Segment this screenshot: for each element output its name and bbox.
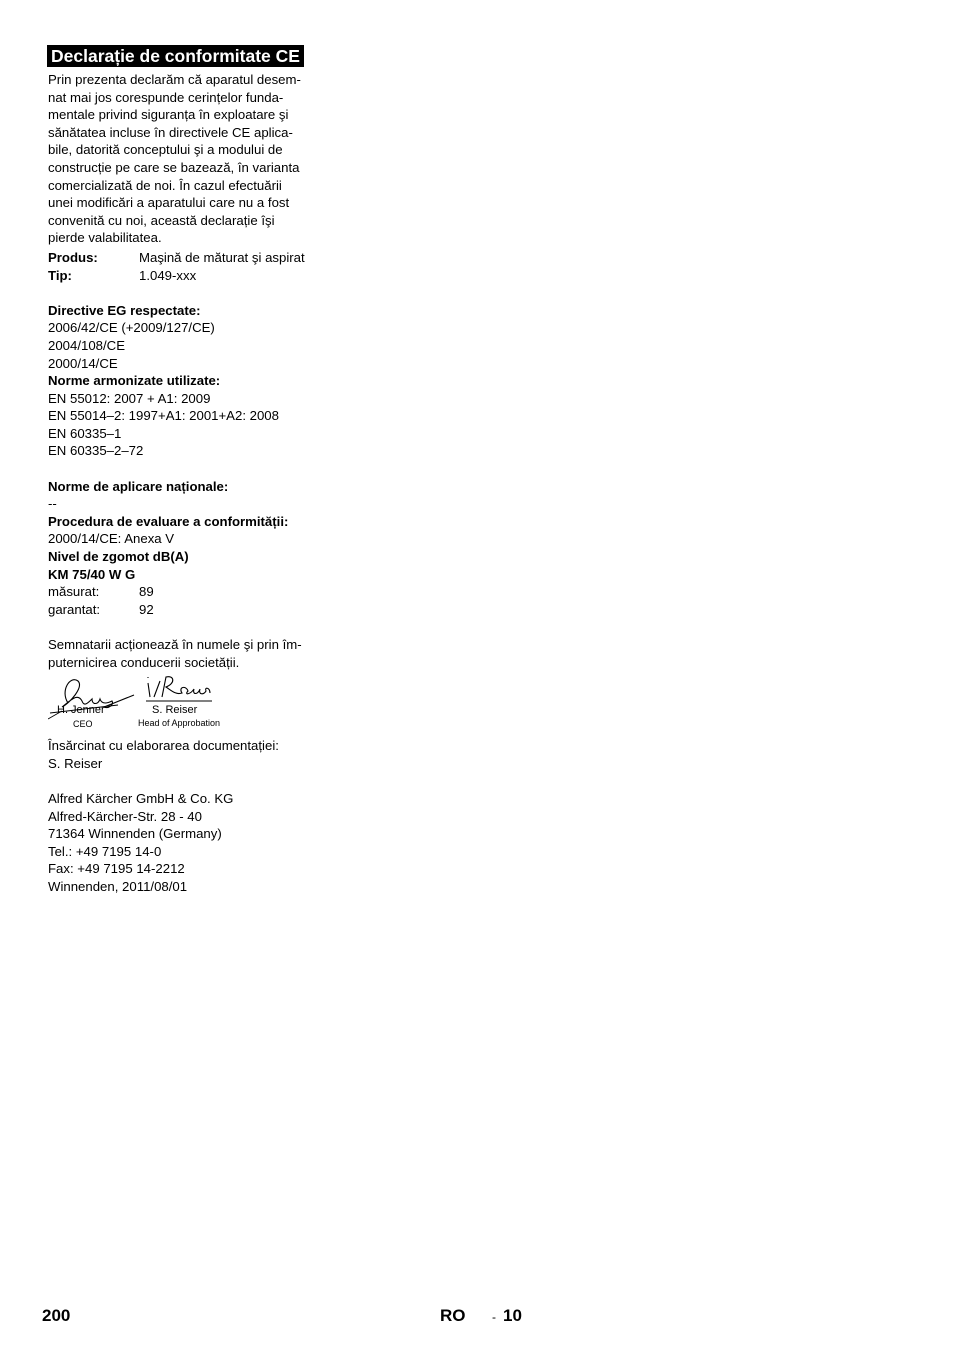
guaranteed-label: garantat: xyxy=(48,601,101,617)
language-code: RO xyxy=(440,1306,466,1325)
documentation-label: Însărcinat cu elaborarea documentației: xyxy=(48,738,279,754)
documentation-person: S. Reiser xyxy=(48,755,103,771)
measured-row xyxy=(48,583,333,601)
section-number: 10 xyxy=(503,1306,522,1325)
declaration-column xyxy=(48,45,333,896)
procedure-heading: Procedura de evaluare a conformității: xyxy=(48,513,289,529)
harmonized-item: EN 55014–2: 1997+A1: 2001+A2: 2008 xyxy=(48,408,279,424)
harmonized-heading: Norme armonizate utilizate: xyxy=(48,373,221,389)
guaranteed-row xyxy=(48,601,333,619)
harmonized-item: EN 60335–1 xyxy=(48,425,122,441)
directives-heading: Directive EG respectate: xyxy=(48,302,201,318)
signatory-name-jenner: H. Jenner xyxy=(57,704,105,717)
product-row xyxy=(48,249,333,267)
national-value: -- xyxy=(48,496,57,512)
address-line: Tel.: +49 7195 14-0 xyxy=(48,843,162,859)
product-label: Produs: xyxy=(48,249,98,265)
signature-block xyxy=(48,673,333,761)
intro-paragraph: Prin prezenta declarăm că aparatul desem- nat mai jos corespunde cerințelor funda- mentale privind siguranța în exploatare şi sănătatea incluse în directivele CE aplica- bile, datorită conceptului şi a modului de construcție pe care se bazează, în varianta comercializată de noi. În cazul efectuării unei modificări a aparatului care nu a fost convenită cu noi, această declarație îşi pierde valabilitatea. xyxy=(48,72,301,246)
signatory-role-reiser: Head of Approbation xyxy=(138,718,221,729)
measured-value: 89 xyxy=(139,584,154,600)
noise-heading: Nivel de zgomot dB(A) xyxy=(48,549,189,565)
signatory-name-reiser: S. Reiser xyxy=(152,704,198,717)
noise-model: KM 75/40 W G xyxy=(48,566,136,582)
address-line: 71364 Winnenden (Germany) xyxy=(48,826,222,842)
directive-item: 2006/42/CE (+2009/127/CE) xyxy=(48,320,215,336)
address-line: Alfred-Kärcher-Str. 28 - 40 xyxy=(48,808,202,824)
address-line: Alfred Kärcher GmbH & Co. KG xyxy=(48,790,234,806)
directive-item: 2004/108/CE xyxy=(48,337,125,353)
type-label: Tip: xyxy=(48,267,72,283)
page-number: 200 xyxy=(42,1306,71,1325)
address-line: Winnenden, 2011/08/01 xyxy=(48,878,188,894)
reiser-signature xyxy=(148,677,210,697)
product-value: Maşină de măturat şi aspirat xyxy=(139,249,305,265)
harmonized-item: EN 60335–2–72 xyxy=(48,443,144,459)
signatory-role-jenner: CEO xyxy=(73,719,93,730)
national-heading: Norme de aplicare naționale: xyxy=(48,478,229,494)
footer-dash: - xyxy=(492,1310,496,1324)
measured-label: măsurat: xyxy=(48,584,100,600)
signatories-paragraph: Semnatarii acționează în numele şi prin îm- puternicirea conducerii societății. xyxy=(48,637,302,670)
page-title: Declarație de conformitate CE xyxy=(47,45,304,67)
procedure-value: 2000/14/CE: Anexa V xyxy=(48,531,175,547)
directive-item: 2000/14/CE xyxy=(48,355,118,371)
guaranteed-value: 92 xyxy=(139,601,154,617)
type-value: 1.049-xxx xyxy=(139,267,197,283)
type-row xyxy=(48,267,333,285)
harmonized-item: EN 55012: 2007 + A1: 2009 xyxy=(48,390,211,406)
address-line: Fax: +49 7195 14-2212 xyxy=(48,861,185,877)
